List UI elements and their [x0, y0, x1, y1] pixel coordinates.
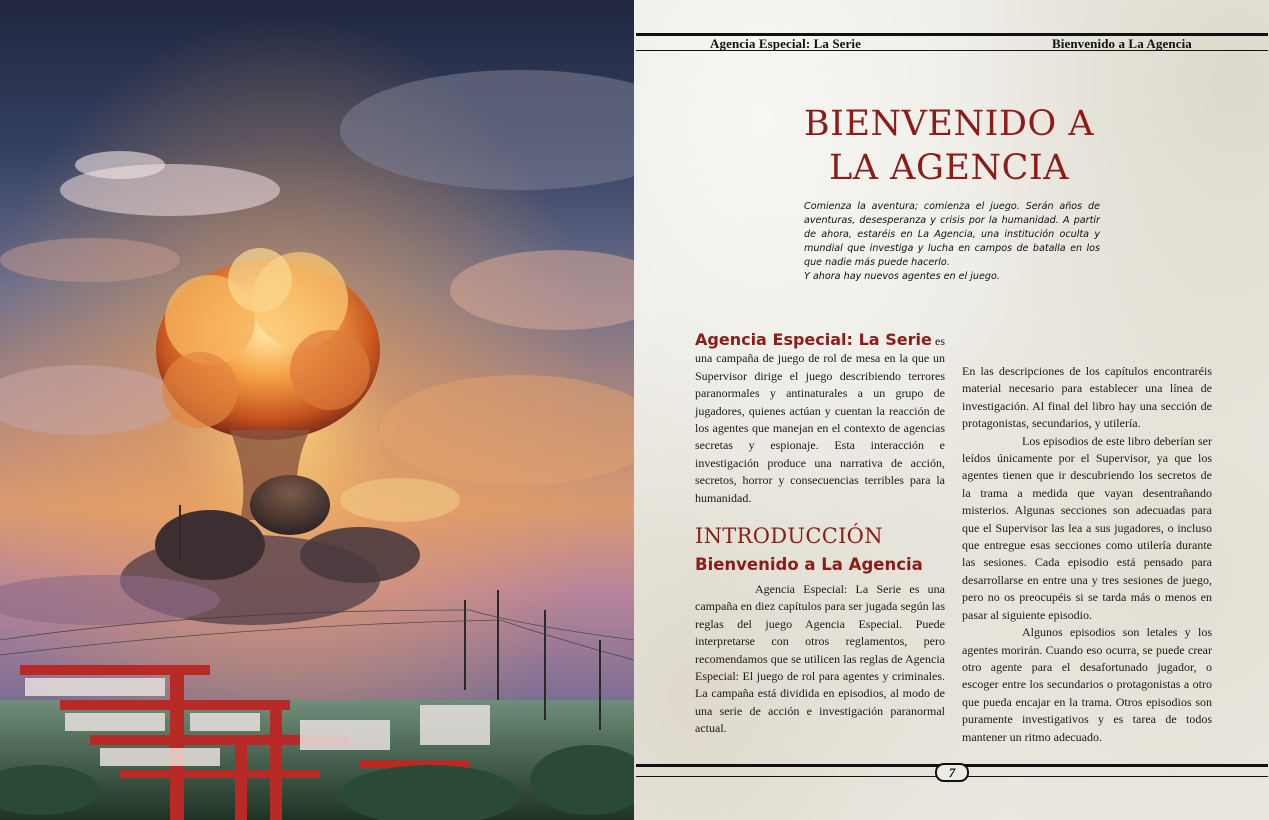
- intro-closing-line: Y ahora hay nuevos agentes en el juego.: [804, 270, 1000, 282]
- section-heading: INTRODUCCIÓN: [695, 524, 883, 548]
- page-number: 7: [935, 763, 969, 782]
- chapter-title: [784, 102, 1114, 190]
- column-left-top: [695, 331, 945, 507]
- body-paragraph-2: Los episodios de este libro deberían ser leídos únicamente por el Supervisor, ya que los agentes tienen que ir descubriendo los secretos de la trama a medida que vayan desentrañando misterios. Algunas secciones son adecuadas para que el Supervisor las lea a sus jugadores, o incluso que entregue esas secciones como utilería durante las sesiones. Cada episodio está pensado para desarrollarse en entre una y tres sesiones de juego, pero no os preocupéis si se tarda más o menos en pasar al siguiente episodio.: [962, 433, 1212, 622]
- column-left-bottom: [695, 581, 945, 738]
- book-page: [634, 0, 1269, 820]
- lead-term: Agencia Especial: La Serie: [695, 330, 932, 349]
- lead-paragraph: es una campaña de juego de rol de mesa en la que un Supervisor dirige el juego describiendo terrores paranormales y antinaturales a un grupo de jugadores, quienes actúan y cuentan la reacción de los agentes que manejan en el contexto de agencias secretas y espionaje. Esta interacción e investigación produce una narrativa de acción, secretos, horror y consecuencias terribles para la humanidad.: [695, 334, 945, 505]
- section-subheading: Bienvenido a La Agencia: [695, 555, 923, 574]
- intro-paragraph: Comienza la aventura; comienza el juego. Serán años de aventuras, desesperanza y crisis por la humanidad. A partir de ahora, estaréis en La Agencia, una institución oculta y mundial que investiga y lucha en campos de batalla en los que nadie más puede hacerlo.: [804, 201, 1100, 268]
- cover-illustration: [0, 0, 634, 820]
- body-paragraph-1: En las descripciones de los capítulos encontraréis material necesario para establecer una línea de investigación. Al final del libro hay una sección de protagonistas, secundarios, y utilería.: [962, 364, 1212, 431]
- running-header-left: Agencia Especial: La Serie: [710, 36, 861, 51]
- section-paragraph: Agencia Especial: La Serie es una campaña en diez capítulos para ser jugada según las reglas del juego Agencia Especial. Puede interpretarse con otros reglamentos, pero recomendamos que se utilicen las reglas de Agencia Especial: El juego de rol para agentes y criminales. La campaña está dividida en episodios, al modo de una serie de acción e investigación paranormal actual.: [695, 582, 945, 736]
- chapter-title-line2: LA AGENCIA: [829, 148, 1069, 188]
- body-paragraph-3: Algunos episodios son letales y los agentes morirán. Cuando eso ocurra, se puede crear otro agente para el desafortunado jugador, o escoger entre los secundarios o protagonistas a otro que pueda encajar en la trama. Otros episodios son puramente investigativos y es tarea de todos mantener un ritmo adecuado.: [962, 625, 1212, 744]
- column-right: [962, 363, 1212, 746]
- chapter-title-line1: BIENVENIDO A: [803, 104, 1095, 144]
- intro-box: [804, 200, 1100, 283]
- running-header-right: Bienvenido a La Agencia: [1052, 36, 1192, 51]
